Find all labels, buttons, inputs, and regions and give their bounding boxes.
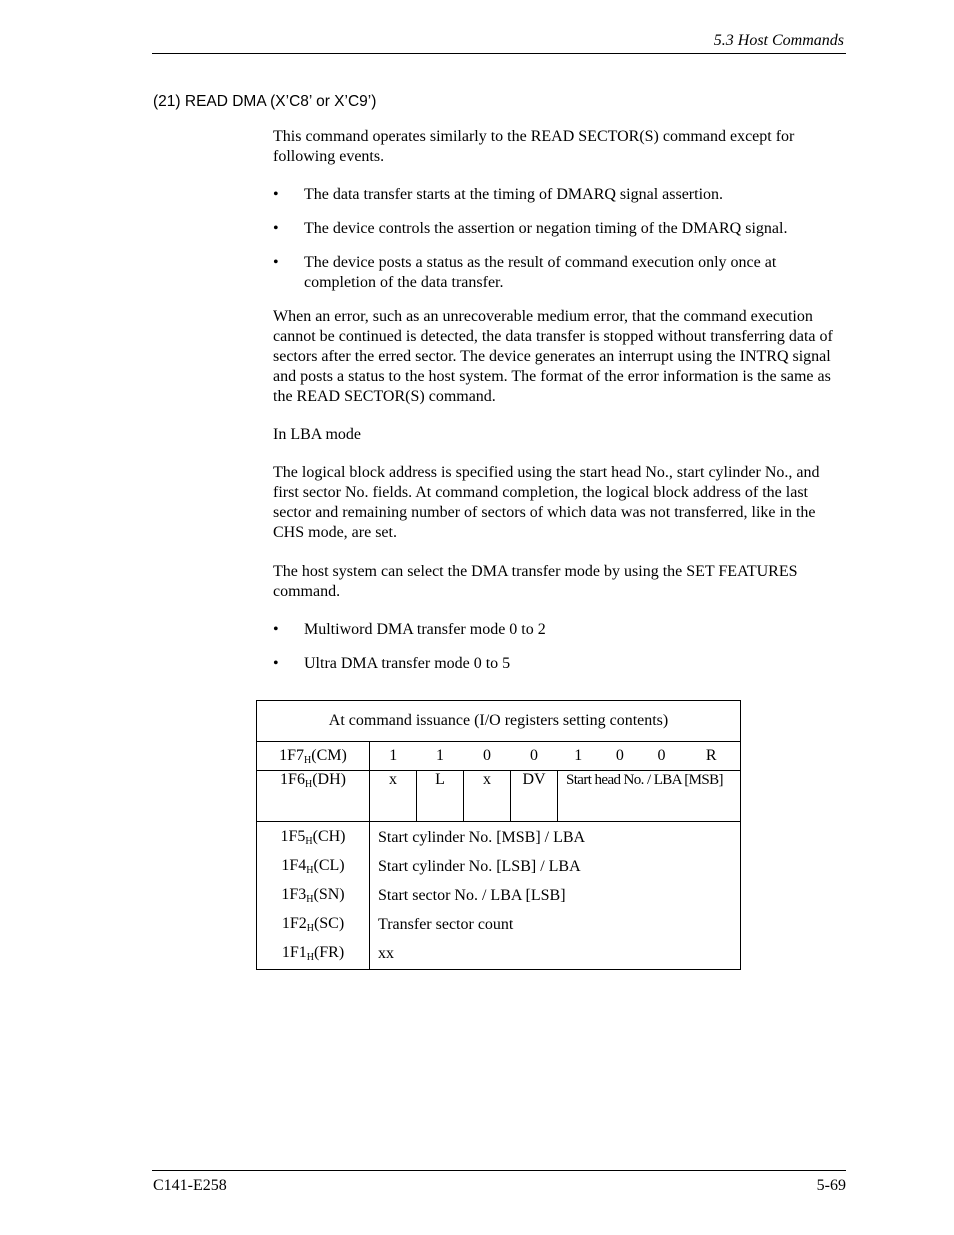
footer-rule (152, 1170, 846, 1171)
list-item: • The data transfer starts at the timing of DMARQ signal assertion. (273, 186, 724, 203)
bit-cell: 0 (599, 742, 641, 771)
bit-cell: R (682, 742, 740, 771)
error-paragraph: When an error, such as an unrecoverable medium error, that the command execution cannot be continued is detected, the data transfer is stopped without transferring data of sectors after the erred sector. The device generates an interrupt using the INTRQ signal and posts a status to the host system. The format of the error information is the same as the READ SECTOR(S) command. (273, 308, 833, 405)
register-value: Start cylinder No. [MSB] / LBA (378, 829, 586, 846)
bit-cell: 0 (464, 742, 511, 771)
dma-paragraph: The host system can select the DMA transfer mode by using the SET FEATURES command. (273, 563, 798, 600)
table-row (257, 822, 741, 970)
register-name: $1F6_H(DH)$ (257, 771, 370, 822)
register-name: $1F1_H(FR)$ (281, 944, 345, 963)
register-name: $1F3_H(SN)$ (281, 886, 345, 905)
header-rule (152, 53, 846, 54)
bit-cell: 0 (511, 742, 558, 771)
section-title: (21) READ DMA (X’C8’ or X’C9’) (153, 93, 377, 110)
register-name: $1F7_H(CM)$ (257, 742, 370, 771)
list-item: • The device posts a status as the result of command execution only once at completion of the data transfer. (273, 254, 777, 291)
register-value: Transfer sector count (378, 916, 514, 933)
register-table (256, 700, 741, 970)
register-value: Start cylinder No. [LSB] / LBA (378, 858, 581, 875)
bit-cell: x (370, 771, 417, 822)
register-value: xx (378, 945, 394, 962)
table-row (257, 771, 741, 822)
intro-paragraph: This command operates similarly to the READ SECTOR(S) command except for following events. (273, 128, 795, 165)
bit-cell: x (464, 771, 511, 822)
register-name: $1F5_H(CH)$ (280, 828, 346, 847)
bullet-icon: • (273, 621, 279, 638)
bit-cell: 0 (641, 742, 683, 771)
register-names (257, 822, 370, 970)
bullet-icon: • (273, 254, 279, 271)
lba-paragraph: The logical block address is specified using the start head No., start cylinder No., and first sector No. fields. At command completion, the logical block address of the last sector and remaining number of sectors of which data was not transferred, like in the CHS mode, are set. (273, 464, 820, 541)
bit-cell: 1 (417, 742, 464, 771)
register-values (370, 822, 741, 970)
bit-cell: 1 (558, 742, 600, 771)
bullet-icon: • (273, 655, 279, 672)
list-item: • Multiword DMA transfer mode 0 to 2 (273, 621, 546, 638)
bit-cell: L (417, 771, 464, 822)
list-item: • Ultra DMA transfer mode 0 to 5 (273, 655, 511, 672)
table-caption: At command issuance (I/O registers setting contents) (257, 701, 741, 742)
table-row (257, 742, 741, 771)
document-id: C141-E258 (153, 1177, 227, 1194)
register-name: $1F2_H(SC)$ (281, 915, 345, 934)
register-value: Start sector No. / LBA [LSB] (378, 887, 566, 904)
lba-heading: In LBA mode (273, 426, 361, 443)
running-header: 5.3 Host Commands (713, 32, 844, 49)
head-field: Start head No. / LBA [MSB] (558, 771, 741, 822)
bullet-icon: • (273, 220, 279, 237)
bit-cell: 1 (370, 742, 417, 771)
bit-cell: DV (511, 771, 558, 822)
list-item: • The device controls the assertion or negation timing of the DMARQ signal. (273, 220, 788, 237)
page-number: 5-69 (816, 1177, 846, 1194)
register-name: $1F4_H(CL)$ (281, 857, 345, 876)
bullet-icon: • (273, 186, 279, 203)
body-text (273, 127, 847, 688)
